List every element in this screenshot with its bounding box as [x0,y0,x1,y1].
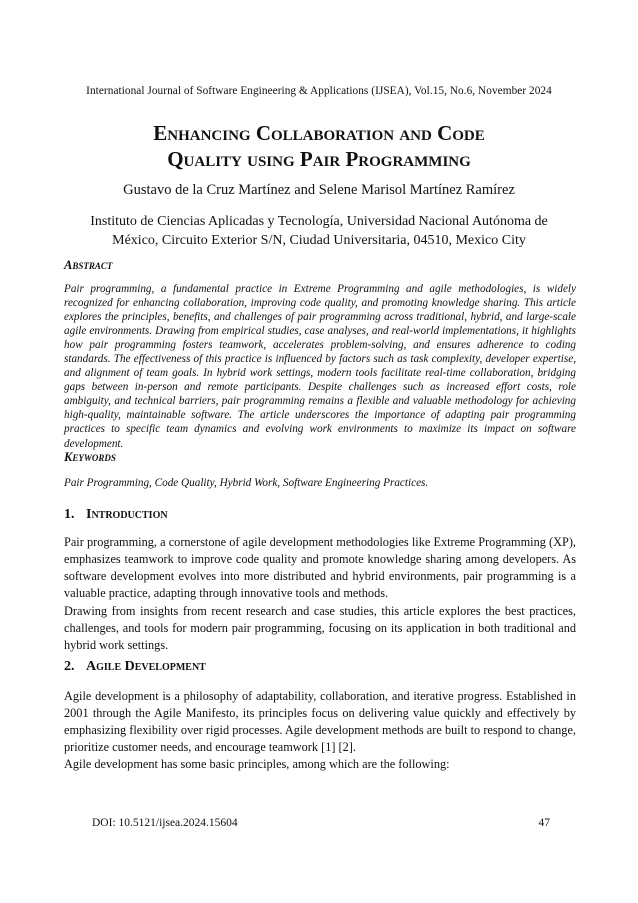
section-heading-agile-development [64,659,206,675]
affiliation-line-2: México, Circuito Exterior S/N, Ciudad Universitaria, 04510, Mexico City [112,233,526,248]
keywords-heading: Keywords [64,450,116,464]
title-line-1: Enhancing Collaboration and Code [153,121,485,145]
section-number: 1. [64,507,75,522]
keywords-text: Pair Programming, Code Quality, Hybrid Work, Software Engineering Practices. [64,477,429,489]
affiliation [90,212,548,250]
abstract-text: Pair programming, a fundamental practice in Extreme Programming and agile methodologies, is widely recognized for enhancing collaboration, improving code quality, and promoting knowledge sharing. This article explores the principles, benefits, and challenges of pair programming across traditional, hybrid, and large-scale agile environments. Drawing from empirical studies, case analyses, and real-world implementations, it highlights how pair programming fosters teamwork, accelerates problem-solving, and ensures adherence to coding standards. The effectiveness of this practice is influenced by factors such as task complexity, developer expertise, and alignment of team goals. In hybrid work settings, modern tools facilitate real-time collaboration, bridging gaps between in-person and remote participants. Despite challenges such as increased effort costs, role ambiguity, and technical barriers, pair programming remains a flexible and valuable methodology for achieving high-quality, maintainable software. The article underscores the importance of adapting pair programming practices to specific team dynamics and evolving work environments to maximize its impact on software development. [64,283,576,450]
title-line-2: Quality using Pair Programming [167,147,471,171]
paragraph: Agile development has some basic principles, among which are the following: [64,757,450,771]
paragraph: Pair programming, a cornerstone of agile development methodologies like Extreme Programming (XP), emphasizes teamwork to improve code quality and promote knowledge sharing among developers. As software development evolves into more distributed and hybrid environments, pair programming is a valuable practice, adapting through innovative tools and methods. [64,535,576,600]
section-heading-introduction [64,507,168,523]
section-title: Agile Development [86,659,206,674]
authors: Gustavo de la Cruz Martínez and Selene Marisol Martínez Ramírez [123,182,515,198]
doi: DOI: 10.5121/ijsea.2024.15604 [92,817,238,829]
section-number: 2. [64,659,75,674]
abstract-heading: Abstract [64,258,113,272]
running-head: International Journal of Software Engineering & Applications (IJSEA), Vol.15, No.6, November 2024 [86,85,552,97]
paper-title [0,120,638,172]
page-number: 47 [538,817,550,829]
section-title: Introduction [86,507,168,522]
paragraph: Drawing from insights from recent research and case studies, this article explores the best practices, challenges, and tools for modern pair programming, focusing on its application in both traditional and hybrid work settings. [64,604,576,652]
affiliation-line-1: Instituto de Ciencias Aplicadas y Tecnología, Universidad Nacional Autónoma de [90,214,548,229]
paragraph: Agile development is a philosophy of adaptability, collaboration, and iterative progress. Established in 2001 through the Agile Manifesto, its principles focus on delivering value quickly and effectively by emphasizing flexibility over rigid processes. Agile development methods are built to respond to change, prioritize customer needs, and encourage teamwork [1] [2]. [64,689,576,754]
